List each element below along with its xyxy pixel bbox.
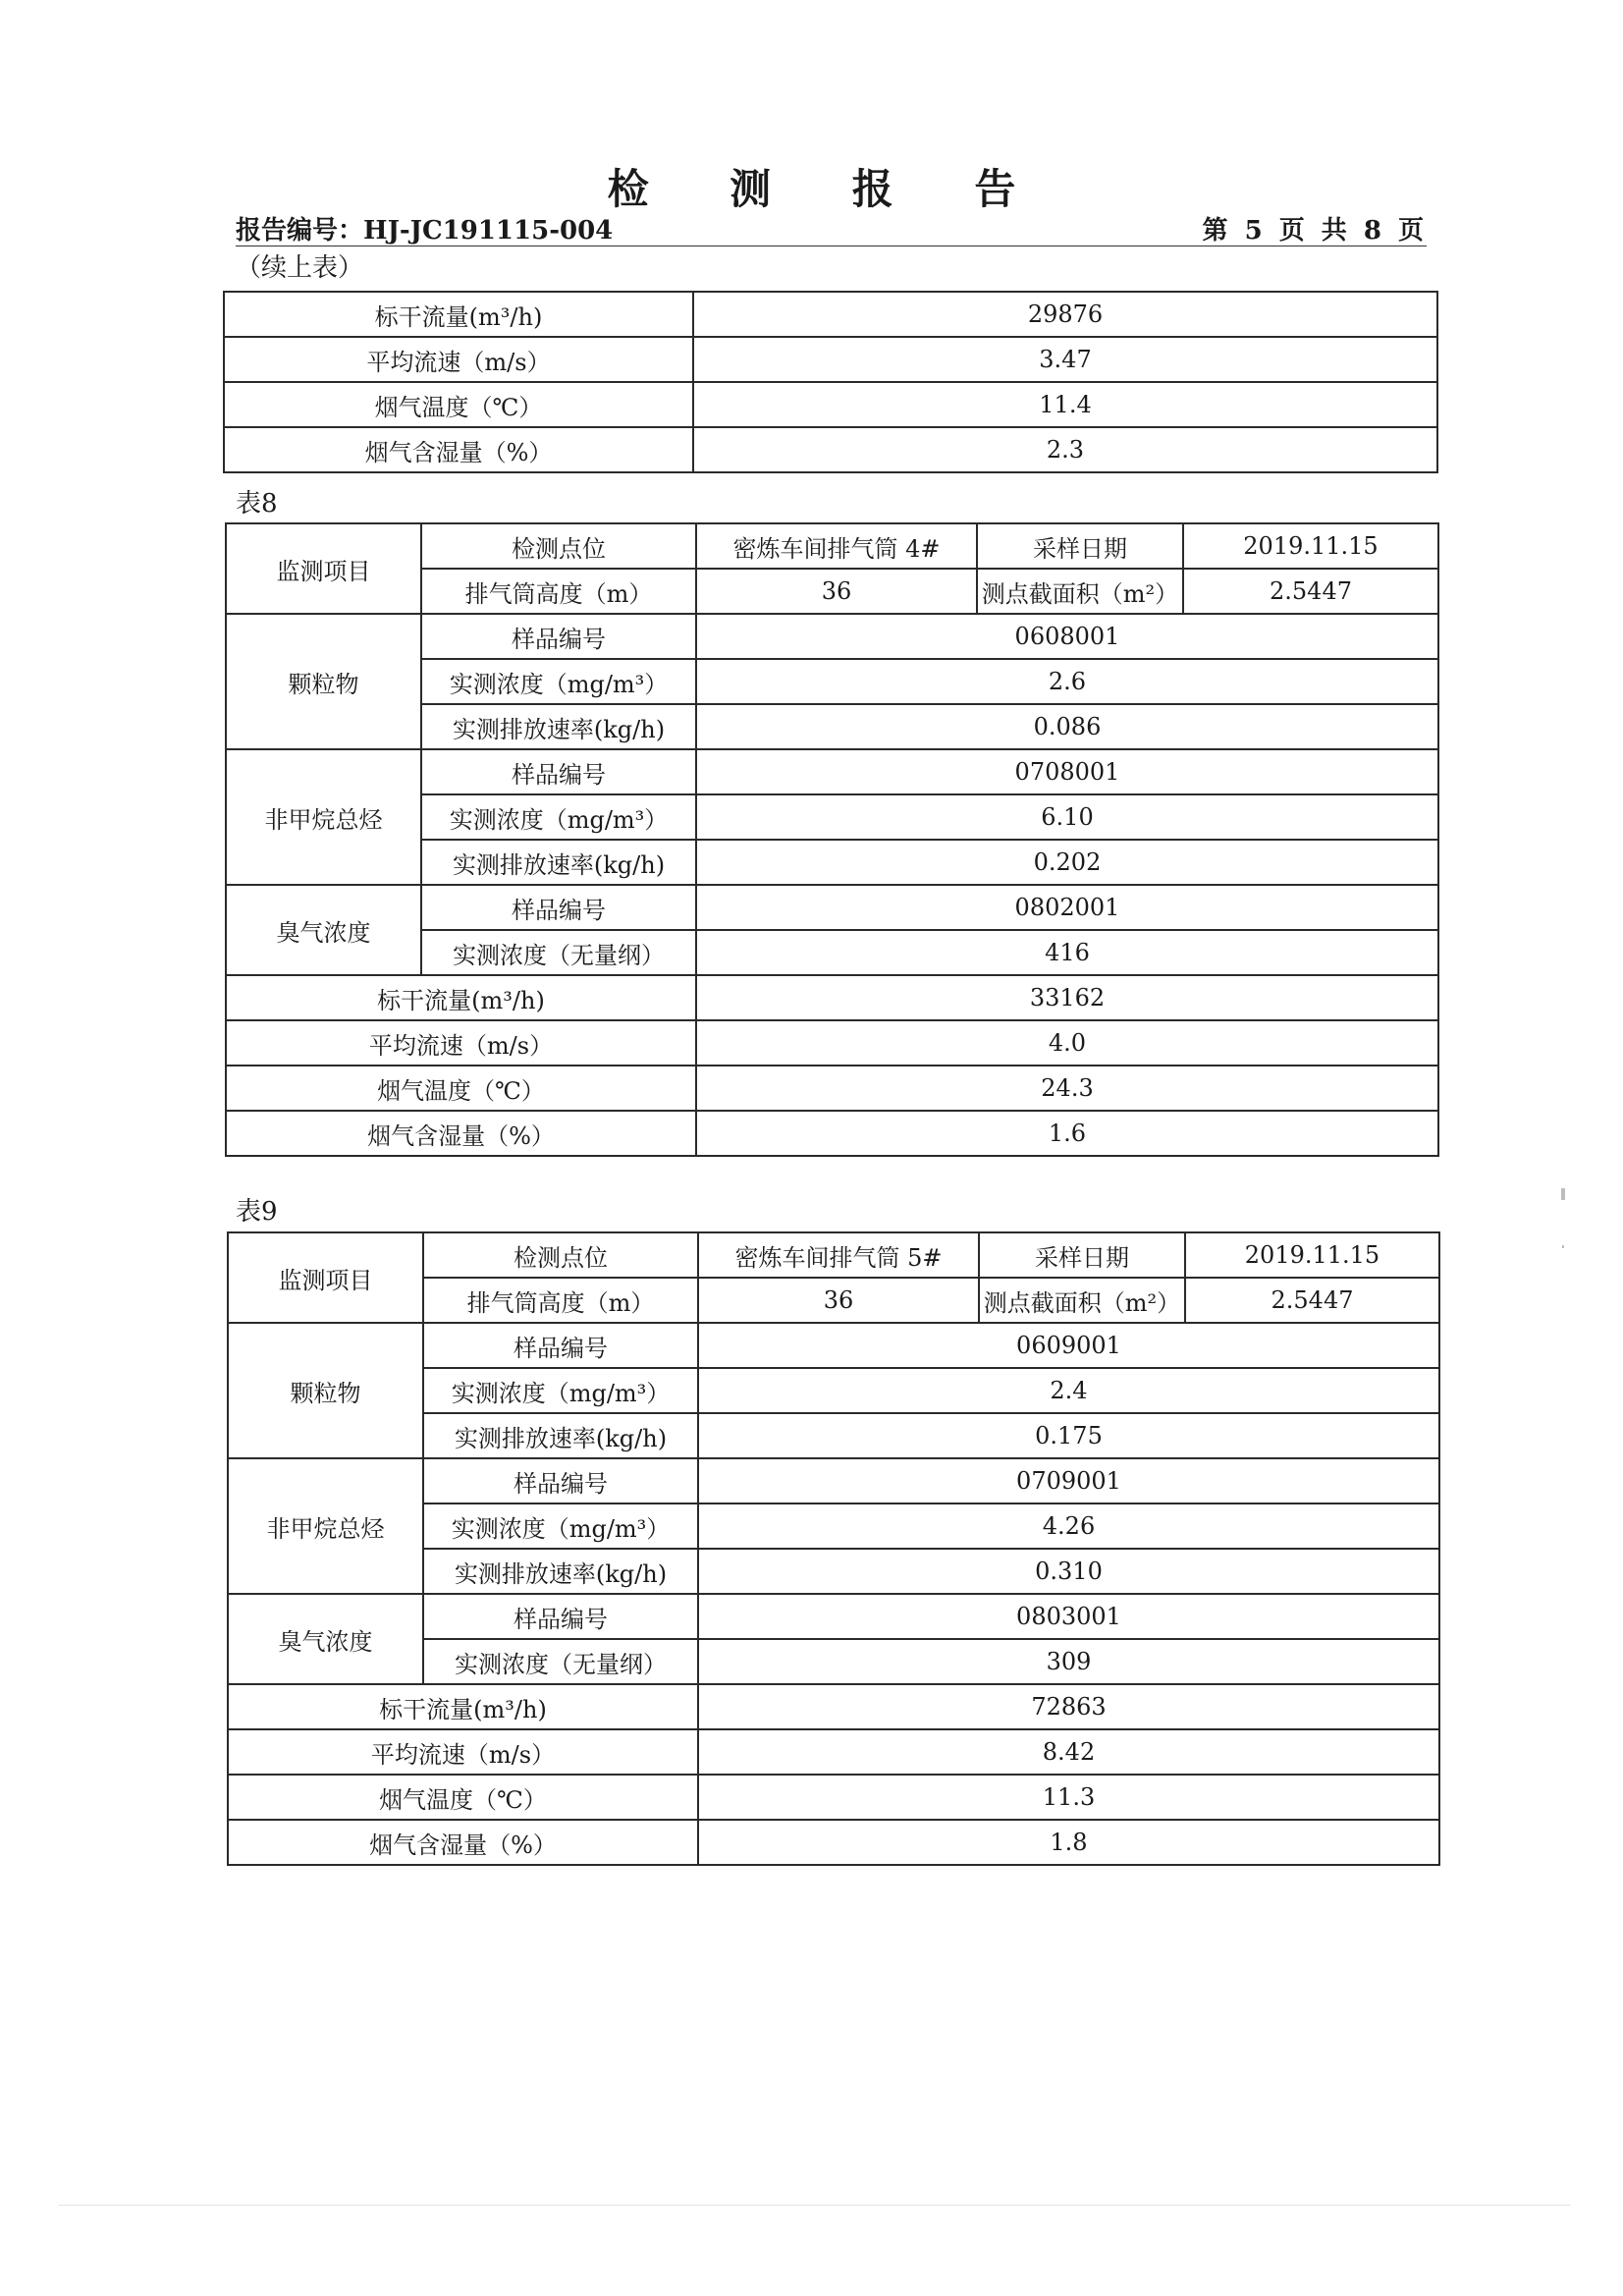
table-row <box>226 975 1438 1020</box>
table-row <box>226 1020 1438 1066</box>
date-label: 采样日期 <box>977 523 1183 569</box>
group-name: 臭气浓度 <box>226 885 421 975</box>
row-label: 烟气温度（℃） <box>226 1066 696 1111</box>
row-value: 0.175 <box>698 1413 1439 1458</box>
row-label: 实测排放速率(kg/h) <box>423 1413 698 1458</box>
row-label: 样品编号 <box>421 885 696 930</box>
point-label: 检测点位 <box>423 1232 698 1278</box>
row-value: 1.8 <box>698 1820 1439 1865</box>
row-label: 实测排放速率(kg/h) <box>421 704 696 749</box>
row-label: 烟气含湿量（%） <box>226 1111 696 1156</box>
row-label: 标干流量(m³/h) <box>226 975 696 1020</box>
row-value: 0609001 <box>698 1323 1439 1368</box>
row-value: 0708001 <box>696 749 1438 794</box>
height-value: 36 <box>698 1278 979 1323</box>
row-value: 0608001 <box>696 614 1438 659</box>
row-value: 2.6 <box>696 659 1438 704</box>
row-label: 平均流速（m/s） <box>224 337 693 382</box>
row-value: 0709001 <box>698 1458 1439 1503</box>
row-label: 样品编号 <box>423 1323 698 1368</box>
area-value: 2.5447 <box>1183 569 1438 614</box>
item-header: 监测项目 <box>228 1232 423 1323</box>
table-row <box>228 1232 1439 1278</box>
row-value: 29876 <box>693 292 1437 337</box>
table9 <box>227 1231 1440 1866</box>
row-value: 4.0 <box>696 1020 1438 1066</box>
row-value: 309 <box>698 1639 1439 1684</box>
group-name: 臭气浓度 <box>228 1594 423 1684</box>
continued-table <box>223 291 1438 473</box>
table-row <box>224 382 1437 427</box>
row-value: 8.42 <box>698 1729 1439 1775</box>
group-name: 非甲烷总烃 <box>228 1458 423 1594</box>
table-row <box>226 885 1438 930</box>
continued-caption: （续上表） <box>236 253 364 283</box>
row-label: 烟气含湿量（%） <box>228 1820 698 1865</box>
table-row <box>228 1775 1439 1820</box>
row-label: 实测排放速率(kg/h) <box>423 1549 698 1594</box>
height-label: 排气筒高度（m） <box>421 569 696 614</box>
row-label: 样品编号 <box>423 1594 698 1639</box>
row-value: 11.4 <box>693 382 1437 427</box>
height-value: 36 <box>696 569 977 614</box>
group-name: 颗粒物 <box>228 1323 423 1458</box>
row-value: 2.3 <box>693 427 1437 472</box>
group-name: 非甲烷总烃 <box>226 749 421 885</box>
row-value: 0.310 <box>698 1549 1439 1594</box>
row-value: 33162 <box>696 975 1438 1020</box>
row-value: 11.3 <box>698 1775 1439 1820</box>
row-label: 实测浓度（mg/m³） <box>423 1368 698 1413</box>
table8 <box>225 522 1439 1157</box>
height-label: 排气筒高度（m） <box>423 1278 698 1323</box>
report-number: 报告编号：HJ-JC191115-004 <box>236 216 614 246</box>
point-label: 检测点位 <box>421 523 696 569</box>
row-label: 样品编号 <box>421 749 696 794</box>
scan-speck <box>1561 1188 1565 1200</box>
table8-caption: 表8 <box>236 489 278 519</box>
area-value: 2.5447 <box>1185 1278 1439 1323</box>
table-row <box>226 1111 1438 1156</box>
table-row <box>226 1066 1438 1111</box>
table9-caption: 表9 <box>236 1197 278 1227</box>
row-value: 0.086 <box>696 704 1438 749</box>
table-row <box>224 337 1437 382</box>
table-row <box>228 1594 1439 1639</box>
date-value: 2019.11.15 <box>1183 523 1438 569</box>
row-label: 烟气温度（℃） <box>228 1775 698 1820</box>
scan-speck <box>1562 1245 1564 1248</box>
table-row <box>224 427 1437 472</box>
row-value: 0803001 <box>698 1594 1439 1639</box>
row-label: 实测浓度（无量纲） <box>423 1639 698 1684</box>
table-row <box>226 614 1438 659</box>
row-label: 样品编号 <box>423 1458 698 1503</box>
row-label: 标干流量(m³/h) <box>224 292 693 337</box>
row-label: 实测排放速率(kg/h) <box>421 840 696 885</box>
row-value: 72863 <box>698 1684 1439 1729</box>
page-number: 第 5 页 共 8 页 <box>1202 216 1424 246</box>
row-value: 6.10 <box>696 794 1438 840</box>
report-header <box>236 210 1424 246</box>
row-label: 实测浓度（mg/m³） <box>421 794 696 840</box>
date-label: 采样日期 <box>979 1232 1185 1278</box>
table-row <box>228 1820 1439 1865</box>
row-label: 平均流速（m/s） <box>228 1729 698 1775</box>
row-value: 0802001 <box>696 885 1438 930</box>
date-value: 2019.11.15 <box>1185 1232 1439 1278</box>
row-label: 烟气含湿量（%） <box>224 427 693 472</box>
table-row <box>228 1729 1439 1775</box>
row-value: 4.26 <box>698 1503 1439 1549</box>
table-row <box>224 292 1437 337</box>
row-value: 24.3 <box>696 1066 1438 1111</box>
table-row <box>228 1684 1439 1729</box>
row-label: 实测浓度（无量纲） <box>421 930 696 975</box>
row-value: 1.6 <box>696 1111 1438 1156</box>
group-name: 颗粒物 <box>226 614 421 749</box>
page-title: 检 测 报 告 <box>607 165 1050 213</box>
area-label: 测点截面积（m²） <box>977 569 1183 614</box>
row-value: 416 <box>696 930 1438 975</box>
row-value: 2.4 <box>698 1368 1439 1413</box>
table-row <box>226 749 1438 794</box>
row-label: 实测浓度（mg/m³） <box>423 1503 698 1549</box>
item-header: 监测项目 <box>226 523 421 614</box>
point-value: 密炼车间排气筒 5# <box>698 1232 979 1278</box>
table-row <box>228 1323 1439 1368</box>
row-value: 0.202 <box>696 840 1438 885</box>
row-label: 样品编号 <box>421 614 696 659</box>
point-value: 密炼车间排气筒 4# <box>696 523 977 569</box>
row-label: 平均流速（m/s） <box>226 1020 696 1066</box>
row-label: 烟气温度（℃） <box>224 382 693 427</box>
area-label: 测点截面积（m²） <box>979 1278 1185 1323</box>
row-value: 3.47 <box>693 337 1437 382</box>
row-label: 实测浓度（mg/m³） <box>421 659 696 704</box>
page-bottom-edge <box>59 2205 1571 2206</box>
row-label: 标干流量(m³/h) <box>228 1684 698 1729</box>
table-row <box>226 523 1438 569</box>
table-row <box>228 1458 1439 1503</box>
